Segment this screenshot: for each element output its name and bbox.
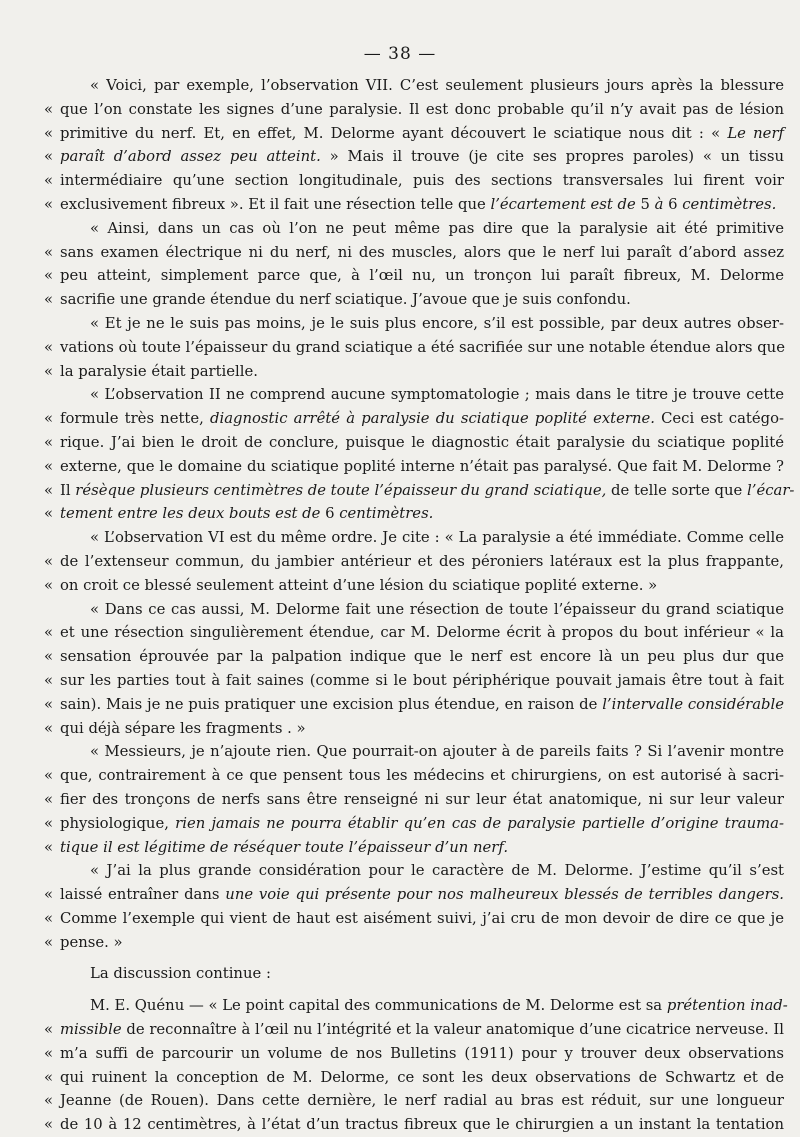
line-text: exclusivement fibreux ». Et il fait une résection telle que — [60, 195, 491, 213]
quote-mark: « — [44, 624, 54, 642]
text-line — [44, 1042, 784, 1066]
text-line — [44, 502, 784, 526]
text-line — [44, 574, 784, 598]
line-text: formule très nette, — [60, 410, 210, 428]
text-line — [44, 598, 784, 622]
quote-mark: « — [44, 695, 54, 713]
text-line — [44, 1018, 784, 1042]
text-line — [44, 288, 784, 312]
text-line — [44, 962, 784, 986]
quote-mark: « — [44, 433, 54, 451]
line-text: 5 — [635, 195, 655, 213]
text-line — [44, 431, 784, 455]
line-text: sensation éprouvée par la palpation indique que le nerf est encore là un peu plus dur que — [60, 648, 784, 666]
text-line — [44, 550, 784, 574]
line-text: sur les parties tout à fait saines (comme si le bout périphérique pouvait jamais être tout à fait — [60, 671, 784, 689]
text-line — [44, 812, 784, 836]
line-text: « L’observation II ne comprend aucune symptomatologie ; mais dans le titre je trouve cette — [90, 386, 784, 404]
line-text: vations où toute l’épaisseur du grand sciatique a été sacrifiée sur une notable étendue alors que — [60, 338, 785, 356]
text-line — [44, 764, 784, 788]
quote-mark: « — [44, 100, 54, 118]
text-line — [44, 1113, 784, 1137]
quote-mark: « — [44, 909, 54, 927]
italic-text: centimètres. — [339, 505, 434, 523]
italic-text: une voie qui présente pour nos malheureux blessés de terribles dangers. — [225, 886, 784, 904]
line-text: « J’ai la plus grande considération pour le caractère de M. Delorme. J’estime qu’il s’est — [90, 862, 784, 880]
paragraph-gap — [44, 986, 784, 994]
quote-mark: « — [44, 410, 54, 428]
line-text: qui ruinent la conception de M. Delorme, ce sont les deux observations de Schwartz et de — [60, 1068, 784, 1086]
line-text: » Mais il trouve (je cite ses propres paroles) « un tissu — [320, 148, 784, 166]
line-text: « Ainsi, dans un cas où l’on ne peut même pas dire que la paralysie ait été primitive — [90, 219, 784, 237]
italic-text: l’écar- — [747, 481, 795, 499]
line-text: La discussion continue : — [90, 965, 271, 983]
quote-mark: « — [44, 243, 54, 261]
italic-text: tique il est légitime de réséquer toute l’épaisseur d’un nerf. — [60, 838, 509, 856]
italic-text: rien jamais ne pourra établir qu’en cas de paralysie partielle d’origine trauma- — [175, 814, 784, 832]
line-text: Il — [60, 481, 76, 499]
quote-mark: « — [44, 648, 54, 666]
line-text: « Et je ne le suis pas moins, je le suis plus encore, s’il est possible, par deux autres obser- — [90, 314, 784, 332]
text-line — [44, 907, 784, 931]
line-text: « Dans ce cas aussi, M. Delorme fait une résection de toute l’épaisseur du grand sciatique — [90, 600, 784, 618]
italic-text: résèque plusieurs centimètres de toute l’épaisseur du grand sciatique, — [75, 481, 607, 499]
italic-text: paraît d’abord assez peu atteint. — [60, 148, 321, 166]
line-text: physiologique, — [60, 814, 176, 832]
quote-mark: « — [44, 1068, 54, 1086]
line-text: que l’on constate les signes d’une paralysie. Il est donc probable qu’il n’y avait pas de lésion — [60, 100, 784, 118]
line-text: de reconnaître à l’œil nu l’intégrité et la valeur anatomique d’une cicatrice nerveuse. Il — [121, 1021, 784, 1039]
italic-text: l’intervalle considérable — [602, 695, 785, 713]
text-line — [44, 740, 784, 764]
line-text: on croit ce blessé seulement atteint d’une lésion du sciatique poplité externe. » — [60, 576, 658, 594]
quote-mark: « — [44, 767, 54, 785]
text-line — [44, 994, 788, 1018]
line-text: sacrifie une grande étendue du nerf sciatique. J’avoue que je suis confondu. — [60, 291, 631, 309]
line-text: 6 — [320, 505, 340, 523]
quote-mark: « — [44, 1116, 54, 1134]
line-text: et une résection singulièrement étendue, car M. Delorme écrit à propos du bout inférieur « la — [60, 624, 784, 642]
quote-mark: « — [44, 124, 54, 142]
quote-mark: « — [44, 1044, 54, 1062]
text-line — [44, 479, 795, 503]
line-text: Jeanne (de Rouen). Dans cette dernière, le nerf radial au bras est réduit, sur une longueur — [60, 1092, 784, 1110]
line-text: sans examen électrique ni du nerf, ni des muscles, alors que le nerf lui paraît d’abord assez — [60, 243, 784, 261]
text-line — [44, 169, 784, 193]
text-line — [44, 859, 784, 883]
quote-mark: « — [44, 671, 54, 689]
text-line — [44, 1089, 784, 1113]
line-text: m’a suffi de parcourir un volume de nos Bulletins (1911) pour y trouver deux observations — [60, 1044, 784, 1062]
text-line — [44, 264, 784, 288]
line-text: de l’extenseur commun, du jambier antérieur et des péroniers latéraux est la plus frappante, — [60, 552, 784, 570]
text-line — [44, 360, 784, 384]
italic-text: prétention inad- — [666, 997, 788, 1015]
line-text: peu atteint, simplement parce que, à l’œil nu, un tronçon lui paraît fibreux, M. Delorme — [60, 267, 784, 285]
quote-mark: « — [44, 195, 54, 213]
line-text: M. E. Quénu — « Le point capital des communications de M. Delorme est sa — [90, 997, 667, 1015]
line-text: de telle sorte que — [606, 481, 748, 499]
quote-mark: « — [44, 790, 54, 808]
quote-mark: « — [44, 838, 54, 856]
italic-text: à — [654, 195, 664, 213]
paragraph-gap — [44, 954, 784, 962]
text-line — [44, 455, 784, 479]
line-text: « L’observation VI est du même ordre. Je cite : « La paralysie a été immédiate. Comme celle — [90, 529, 784, 547]
line-text: pense. » — [60, 933, 123, 951]
quote-mark: « — [44, 1021, 54, 1039]
text-line — [44, 717, 784, 741]
quote-mark: « — [44, 552, 54, 570]
line-text: fier des tronçons de nerfs sans être renseigné ni sur leur état anatomique, ni sur leur valeur — [60, 790, 784, 808]
text-line — [44, 217, 784, 241]
line-text: que, contrairement à ce que pensent tous les médecins et chirurgiens, on est autorisé à sacri- — [60, 767, 784, 785]
quote-mark: « — [44, 148, 54, 166]
page-number: — 38 — — [363, 44, 437, 64]
document-body — [44, 74, 795, 1137]
text-line — [44, 645, 784, 669]
line-text: « Voici, par exemple, l’observation VII. C’est seulement plusieurs jours après la blessure — [90, 77, 784, 94]
line-text: qui déjà sépare les fragments . » — [60, 719, 306, 737]
line-text: la paralysie était partielle. — [60, 362, 258, 380]
text-line — [44, 241, 784, 265]
text-line — [44, 336, 784, 360]
quote-mark: « — [44, 291, 54, 309]
text-line — [44, 193, 784, 217]
quote-mark: « — [44, 576, 54, 594]
italic-text: missible — [60, 1021, 122, 1039]
text-line — [44, 621, 784, 645]
italic-text: centimètres. — [682, 195, 777, 213]
quote-mark: « — [44, 267, 54, 285]
text-line — [44, 145, 784, 169]
line-text: laissé entraîner dans — [60, 886, 226, 904]
text-line — [44, 883, 784, 907]
text-line — [44, 98, 784, 122]
quote-mark: « — [44, 933, 54, 951]
text-line — [44, 836, 784, 860]
quote-mark: « — [44, 457, 54, 475]
quote-mark: « — [44, 481, 54, 499]
italic-text: tement entre les deux bouts est de — [60, 505, 321, 523]
line-text: externe, que le domaine du sciatique poplité interne n’était pas paralysé. Que fait M. Delorme ? — [60, 457, 784, 475]
line-text: primitive du nerf. Et, en effet, M. Delorme ayant découvert le sciatique nous dit : « — [60, 124, 728, 142]
line-text: de 10 à 12 centimètres, à l’état d’un tractus fibreux que le chirurgien a un instant la tentation — [60, 1116, 784, 1134]
text-line — [44, 407, 784, 431]
italic-text: Le nerf — [727, 124, 784, 142]
line-text: sain). Mais je ne puis pratiquer une excision plus étendue, en raison de — [60, 695, 603, 713]
text-line — [44, 1066, 784, 1090]
line-text: Comme l’exemple qui vient de haut est aisément suivi, j’ai cru de mon devoir de dire ce que je — [60, 909, 784, 927]
quote-mark: « — [44, 814, 54, 832]
text-line — [44, 122, 784, 146]
text-line — [44, 312, 784, 336]
text-line — [44, 693, 784, 717]
quote-mark: « — [44, 362, 54, 380]
line-text: 6 — [663, 195, 683, 213]
line-text: intermédiaire qu’une section longitudinale, puis des sections transversales lui firent voir — [60, 172, 784, 190]
quote-mark: « — [44, 505, 54, 523]
quote-mark: « — [44, 719, 54, 737]
text-line — [44, 931, 784, 955]
text-line — [44, 383, 784, 407]
italic-text: l’écartement est de — [490, 195, 636, 213]
line-text: « Messieurs, je n’ajoute rien. Que pourrait-on ajouter à de pareils faits ? Si l’avenir montre — [90, 743, 784, 761]
line-text: Ceci est catégo- — [654, 410, 784, 428]
text-line — [44, 526, 784, 550]
italic-text: diagnostic arrêté à paralysie du sciatique poplité externe. — [209, 410, 655, 428]
quote-mark: « — [44, 338, 54, 356]
text-line — [44, 74, 784, 98]
quote-mark: « — [44, 1092, 54, 1110]
quote-mark: « — [44, 172, 54, 190]
text-line — [44, 788, 784, 812]
text-line — [44, 669, 784, 693]
quote-mark: « — [44, 886, 54, 904]
line-text: rique. J’ai bien le droit de conclure, puisque le diagnostic était paralysie du sciatique poplité — [60, 433, 784, 451]
